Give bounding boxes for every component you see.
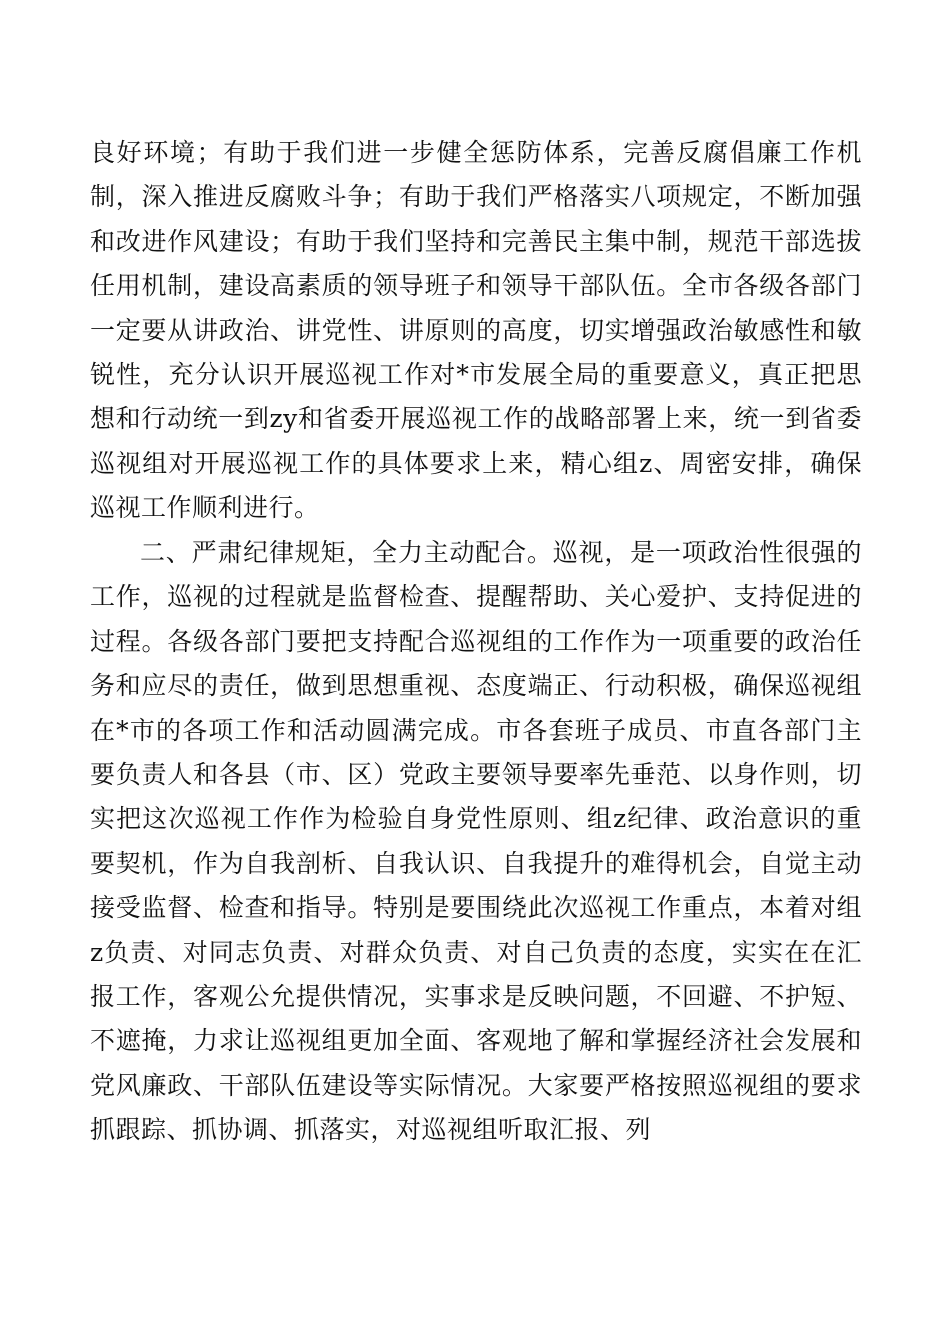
paragraph-inspection-significance: 良好环境；有助于我们进一步健全惩防体系，完善反腐倡廉工作机制，深入推进反腐败斗争；有助于我们严格落实八项规定，不断加强和改进作风建设；有助于我们坚持和完善民主集中制，规范干部选拔任用机制，建设高素质的领导班子和领导干部队伍。全市各级各部门一定要从讲政治、讲党性、讲原则的高度，切实增强政治敏感性和敏锐性，充分认识开展巡视工作对*市发展全局的重要意义，真正把思想和行动统一到zy和省委开展巡视工作的战略部署上来，统一到省委巡视组对开展巡视工作的具体要求上来，精心组z、周密安排，确保巡视工作顺利进行。 bbox=[90, 138, 862, 523]
paragraph-discipline-cooperation: 二、严肃纪律规矩，全力主动配合。巡视，是一项政治性很强的工作，巡视的过程就是监督检查、提醒帮助、关心爱护、支持促进的过程。各级各部门要把支持配合巡视组的工作作为一项重要的政治任务和应尽的责任，做到思想重视、态度端正、行动积极，确保巡视组在*市的各项工作和活动圆满完成。市各套班子成员、市直各部门主要负责人和各县（市、区）党政主要领导要率先垂范、以身作则，切实把这次巡视工作作为检验自身党性原则、组z纪律、政治意识的重要契机，作为自我剖析、自我认识、自我提升的难得机会，自觉主动接受监督、检查和指导。特别是要围绕此次巡视工作重点，本着对组z负责、对同志负责、对群众负责、对自己负责的态度，实实在在汇报工作，客观公允提供情况，实事求是反映问题，不回避、不护短、不遮掩，力求让巡视组更加全面、客观地了解和掌握经济社会发展和党风廉政、干部队伍建设等实际情况。大家要严格按照巡视组的要求抓跟踪、抓协调、抓落实，对巡视组听取汇报、列 bbox=[90, 538, 862, 1145]
